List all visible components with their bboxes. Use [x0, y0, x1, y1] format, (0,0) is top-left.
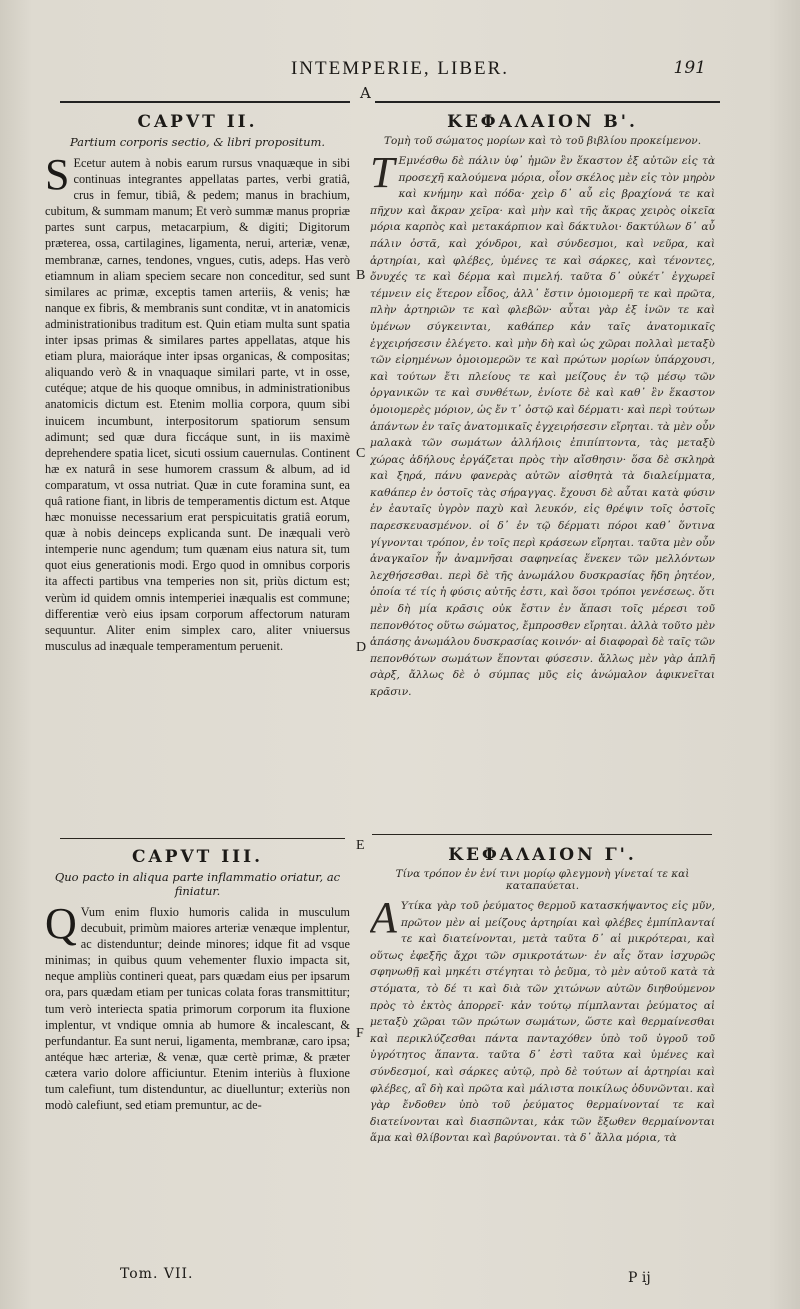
- header-rule-left: [60, 101, 350, 103]
- latin-chapter-2-text: Ecetur autem à nobis earum rursus vnaquæque in sibi continuas integrantes appellatas partes, verbi gratiâ, crus in femur, tibiâ, & pedem; manus in brachium, cubitum, & summam manum; Et verò summæ manus propriæ partes sunt carpus, metacarpium, & digiti; Digitorum præterea, ossa, cartilagines, ligamenta, nerui, arteriæ, venæ, membranæ, carnes, tendones, vngues, cutis, adeps. Has verò etiamnum in aliam speciem secare non conceditur, sed sunt similares ac primæ, exceptis tamen arteriis, & venis; hæ nanque ex fibris, & membranis sunt conditæ, vt in anatomicis administrationibus traditum est. Quin etiam multa sunt spatia inter ipsas primas & similares partes appellatas, atque his etiam plura, maioráque inter ipsas organicas, & compositas; aliquando verò & in vnaquaque similari parte, vt in osse, cutéque; atque de his quoque omnibus, in administrationibus anatomicis dictum est. Etenim mollia corpora, quum sibi inuicem incumbunt, interpositorum spatiorum sensum adimunt; sed quæ dura ficcáque sunt, in iis maximè deprehendere spatia licet, sicuti ossium cauernulas. Continent hæ ex naturâ in sese humorem crassum & album, ad id comparatum, vt ossa nutriat. Quæ in cute foramina sunt, ea quâ ratione fiant, in libris de temperamentis dictum est. Atque hæc monuisse necessarium erat perspicuitatis gratiâ eorum, quæ à nobis deinceps explicanda sunt. De inæquali verò intemperie nunc agendum; tum quænam eius natura sit, tum quot eius generationis modi. Ergo quod in omnibus corporis ita affecti partibus vna temperies non sit, priùs dictum est; verùm id quidem omnis intemperiei inæqualis est commune; differentiæ verò eius ipsam corporum affectorum naturam sequuntur. Aliter enim simplex caro, aliter vniuersus musculus ad inæquale temperamentum peruenit.: [45, 156, 350, 653]
- signature-mark: P ij: [628, 1270, 651, 1286]
- greek-dropcap-a: Α: [370, 893, 397, 942]
- tome-label: Tom. VII.: [120, 1266, 194, 1282]
- latin-chapter-3-subtitle: Quo pacto in aliqua parte inflammatio oriatur, ac finiatur.: [54, 870, 341, 898]
- latin-dropcap-s: S: [45, 150, 70, 199]
- margin-letter-d: D: [356, 640, 367, 655]
- greek-chapter-3-subtitle: Τίνα τρόπον ἐν ἑνί τινι μορίῳ φλεγμονὴ γίνεταί τε καὶ καταπαύεται.: [395, 868, 690, 892]
- latin-chapter-3-title: CAPVT III.: [131, 847, 264, 867]
- greek-chapter-3-body: [370, 893, 715, 1147]
- greek-chapter-2-subtitle: Τομὴ τοῦ σώματος μορίων καὶ τὸ τοῦ βιβλίου προκείμενον.: [383, 135, 702, 147]
- latin-dropcap-q: Q: [45, 899, 77, 948]
- header-rule-right: [375, 101, 720, 103]
- latin-section-rule: [60, 838, 345, 839]
- latin-chapter-3: [45, 847, 350, 1259]
- margin-letter-e: E: [356, 838, 365, 853]
- latin-chapter-3-body: [45, 899, 350, 1113]
- greek-chapter-2-body: [370, 148, 715, 701]
- margin-letter-b: B: [356, 268, 366, 283]
- running-head: INTEMPERIE, LIBER.: [290, 58, 510, 79]
- greek-chapter-3-text: Υτίκα γὰρ τοῦ ῥεύματος θερμοῦ κατασκήψαντος εἰς μῦν, πρῶτον μὲν αἱ μείζους ἀρτηρίαι καὶ φλέβες ἐμπίπλανταί τε καὶ διατείνονται, μετὰ ταῦτα δ᾽ αἱ μικρότεραι, καὶ οὕτως ἐφεξῆς ἄχρι τῶν σμικροτάτων· ἐν αἷς ὅταν ἰσχυρῶς σφηνωθῇ καὶ μηκέτι στέγηται τὸ ῥεῦμα, τὸ μὲν αὐτοῦ κατὰ τὰ στόματα, τὸ δέ τι καὶ διὰ τῶν χιτώνων αὐτῶν διηθούμενον πρὸς τὸ ἐκτὸς ἀπορρεῖ· κἀν τούτῳ πίμπλανται ῥεύματος αἱ μεταξὺ χῶραι τῶν πρώτων σωμάτων, ὥστε καὶ θερμαίνεσθαι καὶ περικλύζεσθαι πάντα πανταχόθεν ὑπὸ τοῦ ὑγροῦ τοῦ ὑγρότητος ἅπαντα. ταῦτα δ᾽ ἐστὶ ταῦτα καὶ ὑμένες καὶ σύνδεσμοί, καὶ σάρκες αὐτῷ, πρὸ δὲ τούτων αἱ ἀρτηρίαι καὶ φλέβες, αἳ δὴ καὶ πρῶτα καὶ μάλιστα ποικίλως ὀδυνῶνται. καὶ γὰρ ἔνδοθεν ὑπὸ τοῦ ῥεύματος θερμαίνονταί τε καὶ διατείνονται καὶ διασπῶνται, κἀκ τῶν ἔξωθεν θερμαίνονται ἅμα καὶ θλίβονται καὶ βαρύνονται. τὰ δ᾽ ἄλλα μόρια, τὰ: [370, 900, 715, 1145]
- latin-chapter-2-title: CAPVT II.: [137, 112, 258, 132]
- greek-chapter-2-title: ΚΕΦΑΛΑΙΟΝ Β'.: [447, 112, 638, 132]
- margin-letter-a: A: [360, 84, 371, 102]
- margin-letter-c: C: [356, 446, 366, 461]
- greek-section-rule: [372, 834, 712, 835]
- latin-chapter-3-text: Vum enim fluxio humoris calida in musculum decubuit, primùm maiores arteriæ venæque implentur, ac distenduntur; deinde minores; idque fit ad vsque minimas; in quibus quum vehementer fluxio impacta sit, neque ampliùs contineri queat, pars quædam eius per ipsarum ora, pars quædam etiam per tunicas colata foras transmittitur; tum verò interiecta spatia primorum corporum ita fluxione implentur, vt vndique omnia ab humore & incalescant, & perfundantur. Ea sunt nerui, ligamenta, membranæ, caro ipsa; antéque hæc arteriæ, & venæ, quæ certè primæ, & præter cætera vario dolore afficiuntur. Etenim interiùs à fluxione tum calefiunt, tum distenduntur, ac diuelluntur; exteriùs non modò calefiunt, sed etiam premuntur, ac de-: [45, 905, 350, 1113]
- latin-chapter-2: [45, 112, 350, 828]
- latin-chapter-2-body: [45, 150, 350, 654]
- greek-chapter-2-text: Εμνέσθω δὲ πάλιν ὑφ᾽ ἡμῶν ἓν ἕκαστον ἐξ αὐτῶν εἰς τὰ προσεχῆ καλούμενα μόρια, οἷον σκέλος μὲν εἰς τὸν μηρὸν καὶ κνήμην καὶ πόδα· χεὶρ δ᾽ αὖ εἰς βραχίονά τε καὶ πῆχυν καὶ ἄκραν χεῖρα· καὶ μὴν καὶ τῆς ἄκρας χειρὸς οἰκεῖα μόρια καρπὸς καὶ μετακάρπιον καὶ δάκτυλοι· δακτύλων δ᾽ αὖ πάλιν ὀστᾶ, καὶ χόνδροι, καὶ σύνδεσμοι, καὶ νεῦρα, καὶ ἀρτηρίαι, καὶ φλέβες, ὑμένες τε καὶ σάρκες, καὶ τένοντες, ὄνυχές τε καὶ δέρμα καὶ πιμελή. ταῦτα δ᾽ οὐκέτ᾽ ἐγχωρεῖ τέμνειν εἰς ἕτερον εἶδος, ἀλλ᾽ ἔστιν ὁμοιομερῆ τε καὶ πρῶτα, πλὴν ἀρτηριῶν τε καὶ φλεβῶν· αὗται γὰρ ἐξ ἰνῶν τε καὶ ὑμένων σύγκεινται, καθάπερ κἀν ταῖς ἀνατομικαῖς ἐγχειρήσεσιν ἐλέγετο. καὶ μὴν δὴ καὶ ὡς χῶραι πολλαὶ μεταξὺ τῶν εἰρημένων ὁμοιομερῶν τε καὶ πρώτων μορίων ὑπάρχουσι, καὶ τούτων ἔτι πλείους τε καὶ μείζους ἐν τῷ μέσῳ τῶν ὀργανικῶν τε καὶ συνθέτων, ἐνίοτε δὲ καὶ καθ᾽ ἓν ἕκαστον ὁμοιομερὲς μόριον, ὡς ἔν τ᾽ ὀστῷ καὶ δέρματι· καὶ περὶ τούτων ἁπάντων ἐν ταῖς ἀνατομικαῖς ἐγχειρήσεσιν εἴρηται. τὰ μὲν οὖν μαλακὰ τῶν σωμάτων ἀλλήλοις ἐπιπίπτοντα, τὰς μεταξὺ χώρας ἀδήλους ἐργάζεται πρὸς τὴν αἴσθησιν· ὅσα δὲ σκληρὰ καὶ ξηρά, πάνυ φανερὰς αὐτῶν αἰσθητὰ τὰ διαλείμματα, καθάπερ ἐν ὀστοῖς τὰς σήραγγας. ἔχουσι δὲ αὗται κατὰ φύσιν ἐν ἑαυταῖς ὑγρὸν παχὺ καὶ λευκόν, εἰς θρέψιν τοῖς ὀστοῖς παρεσκευασμένον. οἱ δ᾽ ἐν τῷ δέρματι πόροι καθ᾽ ὅντινα γίγνονται τρόπον, ἐν τοῖς περὶ κράσεων εἴρηται. ταῦτα μὲν οὖν ἀναγκαῖον ἦν ἀναμνῆσαι σαφηνείας ἕνεκεν τῶν μελλόντων λεχθήσεσθαι. περὶ δὲ τῆς ἀνωμάλου δυσκρασίας ἤδη ῥητέον, ὁποία τέ τίς ἡ φύσις αὐτῆς ἐστι, καὶ ὅσοι τρόποι γενέσεως. ὅτι μὲν δὴ μία κρᾶσις οὐκ ἔστιν ἐν ἅπασι τοῖς μέρεσι τοῦ πεπονθότος οὕτω σώματος, ἔμπροσθεν εἴρηται. ἀλλὰ τοῦτο μὲν ἁπάσης ἀνωμάλου δυσκρασίας κοινόν· αἱ διαφοραὶ δὲ ταῖς τῶν πεπονθότων σωμάτων ἕπονται φύσεσιν. ἄλλως μὲν γὰρ ἁπλῆ σὰρξ, ἄλλως δὲ ὁ σύμπας μῦς εἰς ἀνώμαλον ἀφικνεῖται κρᾶσιν.: [370, 155, 715, 698]
- greek-chapter-3-title: ΚΕΦΑΛΑΙΟΝ Γ'.: [448, 845, 637, 865]
- greek-dropcap-t: Τ: [370, 148, 395, 197]
- margin-letter-f: F: [356, 1026, 364, 1041]
- latin-chapter-2-subtitle: Partium corporis sectio, & libri propositum.: [69, 135, 326, 149]
- greek-chapter-3: [370, 845, 715, 1259]
- page-number: 191: [673, 58, 706, 78]
- greek-chapter-2: [370, 112, 715, 828]
